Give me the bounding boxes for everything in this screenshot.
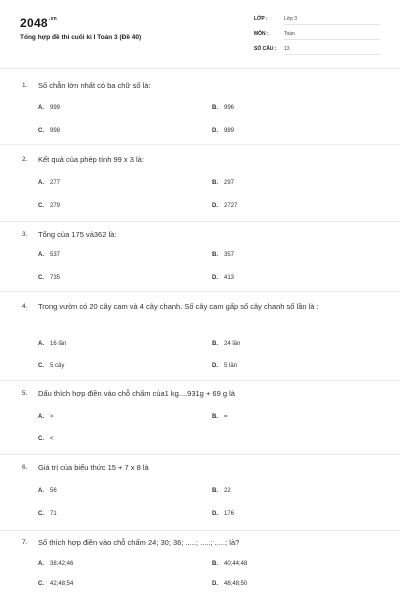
option-letter: A.	[38, 105, 44, 111]
option-value: 989	[224, 128, 235, 134]
option-value: 998	[50, 128, 61, 134]
question-number: 4.	[22, 303, 28, 310]
option-letter: A.	[38, 180, 44, 186]
option-c[interactable]	[38, 128, 60, 134]
option-c[interactable]	[38, 581, 73, 587]
option-letter: B.	[212, 414, 218, 420]
question-text: Giá trị của biểu thức 15 + 7 x 8 là	[38, 463, 149, 472]
option-value: =	[224, 414, 228, 420]
exam-header	[0, 0, 400, 68]
question-6	[0, 454, 400, 531]
option-b[interactable]	[212, 341, 240, 347]
option-a[interactable]	[38, 488, 57, 494]
option-value: 999	[50, 105, 61, 111]
option-value: 277	[50, 180, 61, 186]
question-2	[0, 144, 400, 222]
option-c[interactable]	[38, 203, 60, 209]
option-value: 71	[50, 511, 57, 517]
option-value: 413	[224, 275, 235, 281]
option-value: 38;42;46	[50, 561, 74, 567]
question-number: 3.	[22, 231, 28, 238]
option-letter: C.	[38, 128, 44, 134]
option-value: 176	[224, 511, 235, 517]
question-number: 7.	[22, 539, 28, 546]
option-a[interactable]	[38, 341, 66, 347]
option-c[interactable]	[38, 436, 54, 442]
option-a[interactable]	[38, 414, 54, 420]
option-c[interactable]	[38, 511, 57, 517]
option-value: 2727	[224, 203, 238, 209]
option-value: 46;48;50	[224, 581, 248, 587]
option-letter: B.	[212, 252, 218, 258]
question-3	[0, 221, 400, 292]
option-a[interactable]	[38, 180, 60, 186]
option-value: 279	[50, 203, 61, 209]
option-value: 297	[224, 180, 235, 186]
option-value: 5 cây	[50, 363, 65, 369]
option-d[interactable]	[212, 511, 234, 517]
option-letter: B.	[212, 105, 218, 111]
option-letter: D.	[212, 203, 218, 209]
question-4	[0, 291, 400, 381]
option-value: 537	[50, 252, 61, 258]
question-5	[0, 380, 400, 455]
option-b[interactable]	[212, 488, 231, 494]
option-d[interactable]	[212, 363, 237, 369]
question-text: Trong vườn có 20 cây cam và 4 cây chanh. Số cây cam gấp số cây chanh số lần là :	[38, 302, 319, 311]
option-letter: C.	[38, 203, 44, 209]
option-a[interactable]	[38, 561, 73, 567]
question-number: 6.	[22, 464, 28, 471]
option-value: >	[50, 414, 54, 420]
option-b[interactable]	[212, 252, 234, 258]
option-b[interactable]	[212, 561, 247, 567]
option-letter: A.	[38, 561, 44, 567]
question-number: 2.	[22, 156, 28, 163]
question-text: Tổng của 175 và362 là:	[38, 230, 117, 239]
meta-subject-value: Toán	[284, 31, 380, 40]
option-d[interactable]	[212, 275, 234, 281]
option-letter: A.	[38, 488, 44, 494]
option-letter: B.	[212, 561, 218, 567]
option-letter: A.	[38, 414, 44, 420]
option-letter: D.	[212, 363, 218, 369]
logo-text: 2048	[20, 16, 48, 30]
option-value: 42;48;54	[50, 581, 74, 587]
option-letter: C.	[38, 581, 44, 587]
question-1	[0, 69, 400, 145]
option-value: 5 lần	[224, 363, 238, 369]
option-value: 22	[224, 488, 231, 494]
option-value: 996	[224, 105, 235, 111]
option-letter: D.	[212, 128, 218, 134]
option-a[interactable]	[38, 252, 60, 258]
option-letter: A.	[38, 341, 44, 347]
question-text: Số thích hợp điền vào chỗ chấm 24; 30; 36; .....; .....; .....; là?	[38, 538, 240, 547]
option-letter: C.	[38, 363, 44, 369]
option-a[interactable]	[38, 105, 60, 111]
question-7	[0, 530, 400, 600]
question-number: 5.	[22, 390, 28, 397]
option-letter: C.	[38, 511, 44, 517]
option-b[interactable]	[212, 105, 234, 111]
option-c[interactable]	[38, 275, 60, 281]
exam-title: Tổng hợp đề thi cuối kì I Toán 3 (Đề 40)	[20, 34, 142, 41]
option-letter: D.	[212, 581, 218, 587]
option-b[interactable]	[212, 414, 228, 420]
option-value: 735	[50, 275, 61, 281]
meta-class-value: Lớp 3	[284, 16, 380, 25]
option-d[interactable]	[212, 128, 234, 134]
option-letter: B.	[212, 180, 218, 186]
option-letter: B.	[212, 341, 218, 347]
option-letter: B.	[212, 488, 218, 494]
option-value: <	[50, 436, 54, 442]
option-letter: C.	[38, 436, 44, 442]
option-c[interactable]	[38, 363, 64, 369]
logo-suffix: .vn	[48, 16, 58, 22]
option-value: 40;44;48	[224, 561, 248, 567]
option-letter: D.	[212, 275, 218, 281]
option-value: 357	[224, 252, 235, 258]
meta-count-label: SỐ CÂU :	[254, 46, 277, 52]
question-text: Dấu thích hợp điền vào chỗ chấm của1 kg....931g + 69 g là	[38, 389, 235, 398]
meta-class-label: LỚP :	[254, 16, 268, 22]
option-b[interactable]	[212, 180, 234, 186]
option-letter: A.	[38, 252, 44, 258]
option-letter: C.	[38, 275, 44, 281]
option-value: 24 lần	[224, 341, 241, 347]
meta-subject-label: MÔN :	[254, 31, 269, 37]
question-number: 1.	[22, 82, 28, 89]
option-value: 56	[50, 488, 57, 494]
option-d[interactable]	[212, 203, 237, 209]
option-value: 16 lần	[50, 341, 67, 347]
option-d[interactable]	[212, 581, 247, 587]
meta-count-value: 13	[284, 46, 380, 55]
question-text: Kết quả của phép tính 99 x 3 là:	[38, 155, 144, 164]
option-letter: D.	[212, 511, 218, 517]
question-text: Số chẵn lớn nhất có ba chữ số là:	[38, 81, 151, 90]
site-logo[interactable]	[20, 16, 57, 30]
